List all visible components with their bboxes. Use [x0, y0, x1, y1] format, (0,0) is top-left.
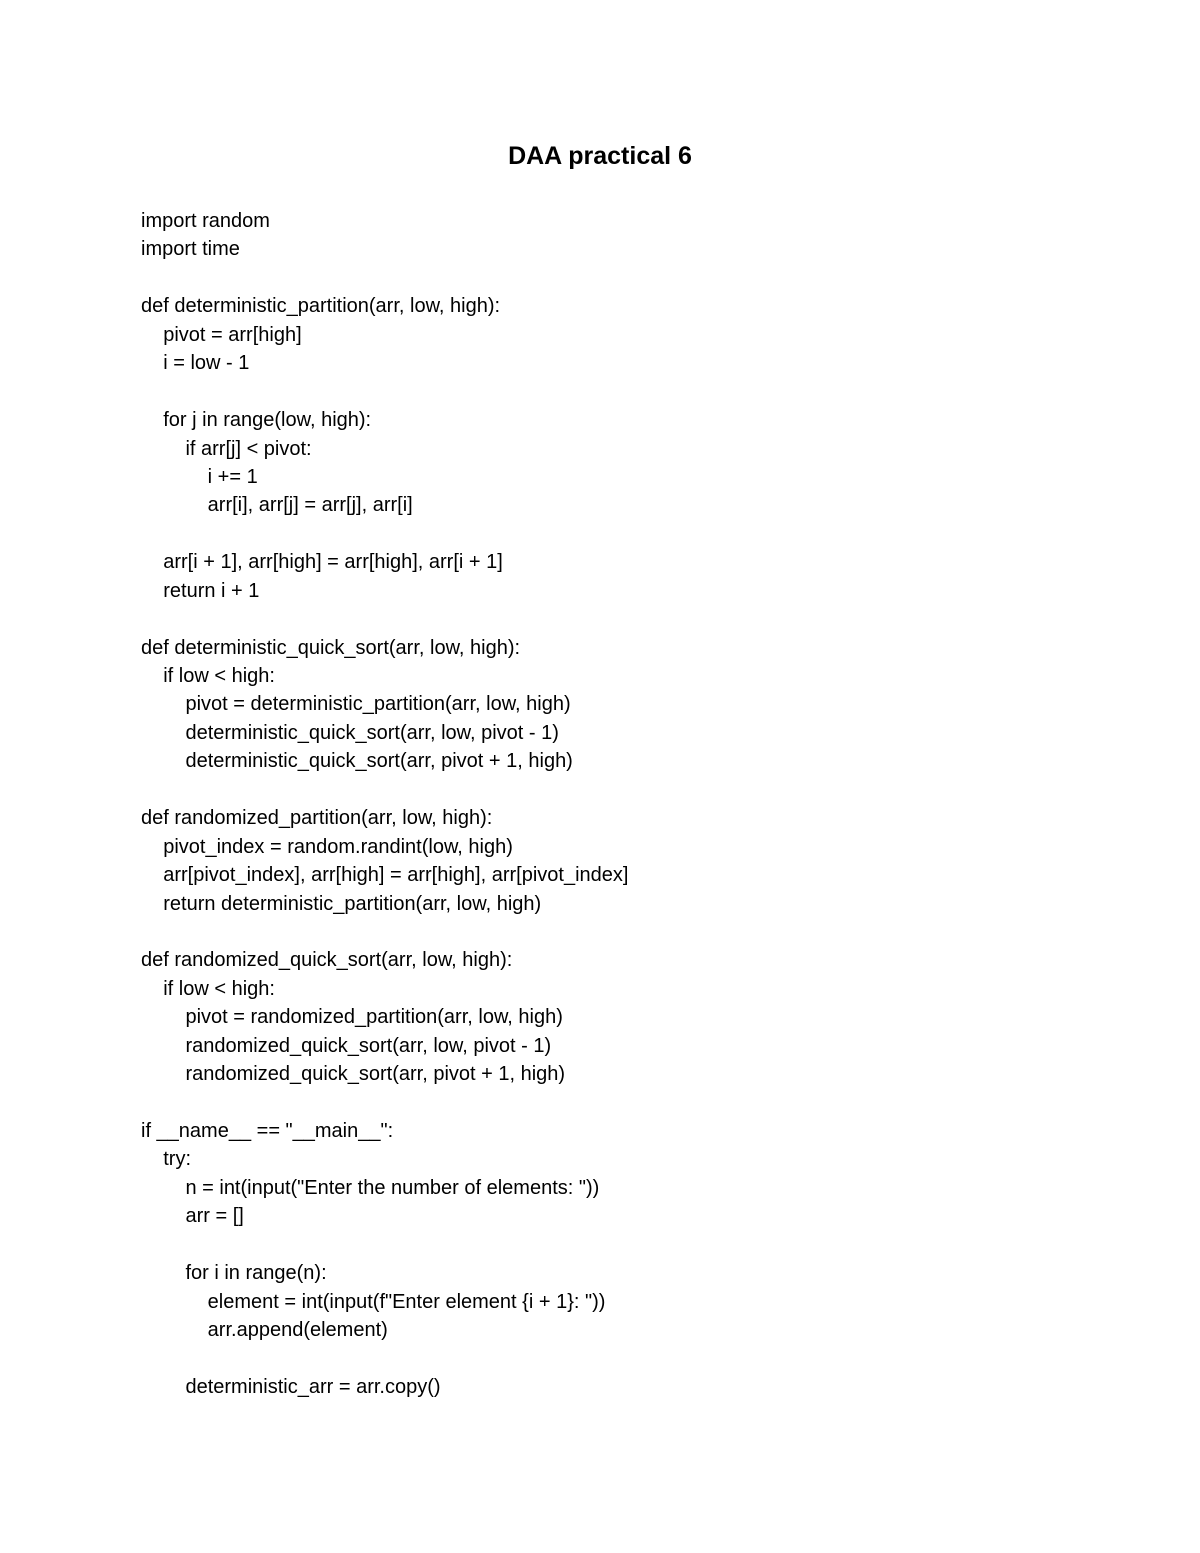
- code-line: return deterministic_partition(arr, low, high): [141, 892, 542, 915]
- code-line: arr = []: [141, 1205, 244, 1228]
- code-line: i += 1: [141, 465, 258, 488]
- code-line: [141, 1089, 1141, 1117]
- code-line: for i in range(n):: [141, 1262, 327, 1285]
- code-line: arr.append(element): [141, 1319, 388, 1342]
- code-line: import time: [141, 238, 240, 261]
- code-line: randomized_quick_sort(arr, pivot + 1, high): [141, 1063, 566, 1086]
- code-line: randomized_quick_sort(arr, low, pivot - 1): [141, 1034, 552, 1057]
- code-line: [141, 1345, 1141, 1373]
- code-line: for j in range(low, high):: [141, 409, 372, 432]
- code-block: [141, 207, 1141, 1401]
- code-line: [141, 776, 1141, 804]
- code-line: def randomized_partition(arr, low, high):: [141, 807, 493, 830]
- code-line: if arr[j] < pivot:: [141, 437, 312, 460]
- code-line: def randomized_quick_sort(arr, low, high):: [141, 949, 513, 972]
- code-line: arr[i], arr[j] = arr[j], arr[i]: [141, 494, 413, 517]
- code-line: deterministic_arr = arr.copy(): [141, 1375, 441, 1398]
- code-line: pivot = deterministic_partition(arr, low, high): [141, 693, 571, 716]
- code-line: arr[pivot_index], arr[high] = arr[high], arr[pivot_index]: [141, 864, 629, 887]
- code-line: if low < high:: [141, 665, 275, 687]
- code-line: def deterministic_quick_sort(arr, low, high):: [141, 636, 521, 659]
- code-line: try:: [141, 1148, 191, 1171]
- code-line: if __name__ == "__main__":: [141, 1120, 394, 1142]
- code-line: arr[i + 1], arr[high] = arr[high], arr[i + 1]: [141, 551, 503, 574]
- code-line: [141, 264, 1141, 292]
- code-line: element = int(input(f"Enter element {i + 1}: ")): [141, 1290, 606, 1313]
- code-line: pivot = arr[high]: [141, 323, 302, 346]
- code-line: if low < high:: [141, 977, 275, 1000]
- code-line: pivot = randomized_partition(arr, low, high): [141, 1006, 563, 1029]
- code-line: [141, 520, 1141, 548]
- code-line: pivot_index = random.randint(low, high): [141, 835, 513, 858]
- code-line: def deterministic_partition(arr, low, high):: [141, 295, 501, 318]
- code-line: return i + 1: [141, 579, 260, 602]
- code-line: deterministic_quick_sort(arr, pivot + 1, high): [141, 750, 573, 773]
- code-line: [141, 605, 1141, 633]
- code-line: [141, 1231, 1141, 1259]
- code-line: [141, 378, 1141, 406]
- code-line: [141, 918, 1141, 946]
- page-title: DAA practical 6: [508, 142, 692, 170]
- code-line: i = low - 1: [141, 352, 250, 375]
- code-line: import random: [141, 210, 270, 232]
- code-line: deterministic_quick_sort(arr, low, pivot - 1): [141, 721, 559, 744]
- code-line: n = int(input("Enter the number of elements: ")): [141, 1176, 600, 1199]
